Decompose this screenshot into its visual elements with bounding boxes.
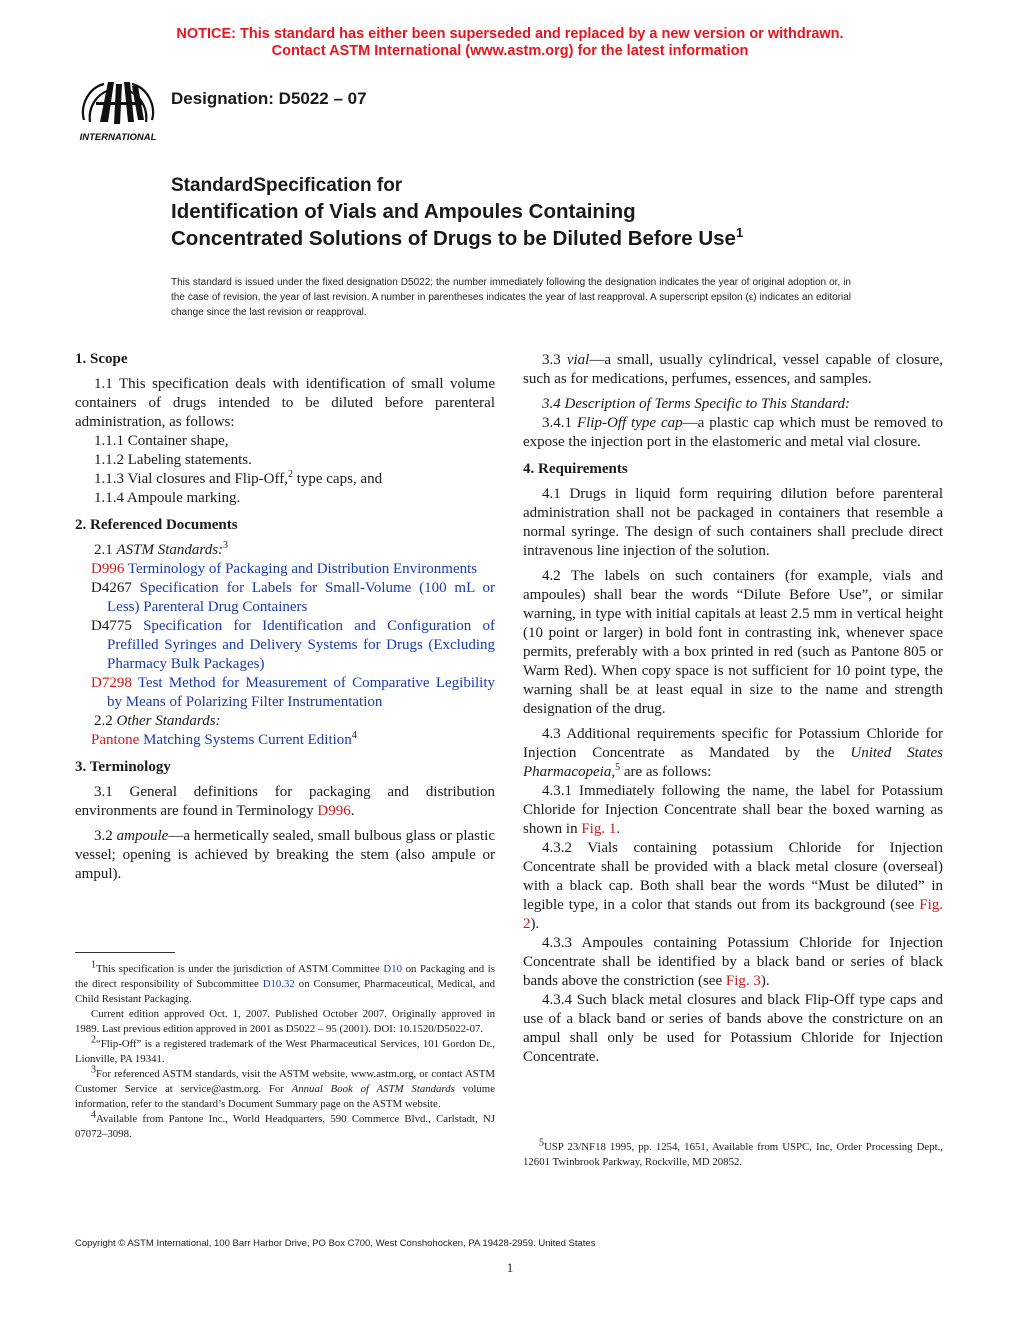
page-number: 1 (506, 1260, 514, 1275)
para-3-4: 3.4 Description of Terms Specific to This Standard: (542, 396, 851, 412)
ref-pantone-link[interactable]: Matching Systems Current Edition (139, 732, 352, 748)
issuance-note: This standard is issued under the fixed designation D5022; the number immediately following the designation indicates the year of original adoption or, in the case of revision, the year of last revision. A number in parentheses indicates the year of last reapproval. A superscript epsilon (ε) indicates an editorial change since the last revision or reapproval. (171, 277, 851, 318)
para-4-3-1: 4.3.1 Immediately following the name, the label for Potassium Chloride for Injection Concentrate shall bear the boxed warning as shown in Fig. 1. (523, 783, 943, 837)
item-1-1-1: 1.1.1 Container shape, (94, 433, 229, 449)
section-heading-refdocs: 2. Referenced Documents (75, 517, 238, 533)
designation: Designation: D5022 – 07 (171, 89, 367, 108)
para-3-1: 3.1 General definitions for packaging and distribution environments are found in Terminology D996. (75, 784, 495, 819)
footnote-2: $^2$“Flip-Off” is a registered trademark of the West Pharmaceutical Services, 101 Gordon Dr., Lionville, PA 19341. (75, 1034, 495, 1065)
subsection-astm-standards: 2.1 ASTM Standards:$^3$ (94, 540, 229, 558)
para-4-2: 4.2 The labels on such containers (for example, vials and ampoules) shall bear the words “Dilute Before Use”, or similar warning, in type with initial capitals at least 2.5 mm in vertical height (10 point or larger) in bold font in contrasting ink, whenever space permits, preferably with a box printed in red (such as Pantone 805 or Warm Red). When copy space is not sufficient for 10 point type, the warning shall be at least equal in size to the name and strength designation of the drug. (523, 568, 943, 717)
fig-2-link[interactable]: Fig. 2 (523, 897, 943, 932)
ref-d996-link[interactable]: Terminology of Packaging and Distribution Environments (124, 561, 478, 577)
copyright-line: Copyright © ASTM International, 100 Barr Harbor Drive, PO Box C700, West Conshohocken, PA 19428-2959. United States (75, 1238, 596, 1249)
title-line-2: Identification of Vials and Ampoules Containing (171, 200, 636, 223)
title-footnote-mark: 1 (735, 225, 744, 241)
notice-banner (0, 26, 1020, 60)
para-4-3: 4.3 Additional requirements specific for Potassium Chloride for Injection Concentrate as Mandated by the United States Pharmacopeia,$^5$ are as follows: (523, 726, 944, 780)
document-title (171, 173, 743, 252)
para-4-1: 4.1 Drugs in liquid form requiring dilution before parenteral administration shall not be packaged in containers that resemble a normal syringe. The design of such containers shall preclude direct intravenous line injection of the solution. (523, 486, 943, 559)
ref-d4775-link[interactable]: Specification for Identification and Configuration of Prefilled Syringes and Delivery Systems for Drugs (Excluding Pharmacy Bulk Packages) (107, 618, 495, 672)
para-4-3-4: 4.3.4 Such black metal closures and black Flip-Off type caps and use of a black band or series of bands above the constricture on an ampul shall only be used for Potassium Chloride for Injection Concentrate. (523, 992, 943, 1065)
para-3-3: 3.3 vial—a small, usually cylindrical, vessel capable of closure, such as for medications, perfumes, essences, and samples. (523, 352, 944, 387)
notice-line-2: Contact ASTM International (www.astm.org) for the latest information (271, 43, 749, 59)
footnotes-left (75, 952, 495, 1142)
footnotes-right (523, 1137, 943, 1170)
footnote-divider (75, 952, 175, 953)
logo-text: INTERNATIONAL (79, 132, 157, 143)
ref-d7298-code[interactable]: D7298 (91, 675, 132, 691)
item-1-1-3: 1.1.3 Vial closures and Flip-Off,$^2$ type caps, and (94, 469, 383, 487)
footnote-ref-5: 5 (615, 762, 621, 773)
title-line-3: Concentrated Solutions of Drugs to be Diluted Before Use (171, 227, 736, 250)
para-4-3-3: 4.3.3 Ampoules containing Potassium Chloride for Injection Concentrate shall be identified by a black band or series of black bands above the constriction (see Fig. 3). (523, 935, 943, 989)
footnote-1-edition: Current edition approved Oct. 1, 2007. Published October 2007. Originally approved in 1989. Last previous edition approved in 2001 as D5022 – 95 (2001). DOI: 10.1520/D5022-07. (75, 1008, 495, 1035)
item-1-1-2: 1.1.2 Labeling statements. (94, 452, 252, 468)
ref-pantone (75, 731, 495, 750)
committee-d10-link[interactable]: D10 (383, 963, 402, 975)
ref-d4267: D4267 Specification for Labels for Small-Volume (100 mL or Less) Parenteral Drug Containers (91, 580, 495, 615)
para-3-2: 3.2 ampoule—a hermetically sealed, small bulbous glass or plastic vessel; opening is achieved by breaking the stem (also ampule or ampul). (75, 828, 495, 882)
footnote-3: $^3$For referenced ASTM standards, visit the ASTM website, www.astm.org, or contact ASTM Customer Service at service@astm.org. For Annual Book of ASTM Standards volume information, refer to the standard’s Document Summary page on the ASTM website. (75, 1064, 495, 1110)
footnote-ref-4: 4 (351, 730, 357, 741)
ref-d996 (75, 560, 495, 579)
subsection-other-standards: 2.2 Other Standards: (94, 713, 221, 729)
ref-d7298 (75, 674, 495, 712)
section-heading-requirements: 4. Requirements (523, 461, 628, 477)
fig-1-link[interactable]: Fig. 1 (581, 821, 617, 837)
footnote-1: $^1$This specification is under the jurisdiction of ASTM Committee D10 on Packaging and is the direct responsibility of Subcommittee D10.32 on Consumer, Pharmaceutical, Medical, and Child Resistant Packaging. (75, 959, 496, 1005)
section-heading-terminology: 3. Terminology (75, 759, 171, 775)
left-column (75, 350, 495, 884)
footnote-ref-3: 3 (223, 540, 229, 551)
footnote-ref-2: 2 (287, 469, 293, 480)
term-d996-link[interactable]: D996 (317, 803, 351, 819)
subcommittee-d10-32-link[interactable]: D10.32 (262, 978, 295, 990)
title-line-1: StandardSpecification for (171, 175, 403, 196)
notice-line-1: NOTICE: This standard has either been superseded and replaced by a new version or withdrawn. (176, 26, 844, 42)
ref-d996-code[interactable]: D996 (91, 561, 125, 577)
item-1-1-4: 1.1.4 Ampoule marking. (94, 490, 241, 506)
right-column (523, 351, 943, 1067)
para-4-3-2: 4.3.2 Vials containing potassium Chloride for Injection Concentrate shall be provided with a black metal closure (overseal) with a black cap. Both shall bear the words “Must be diluted” in legible type, in a color that stands out from its background (see Fig. 2). (523, 840, 943, 932)
astm-logo (74, 76, 162, 144)
para-3-4-1: 3.4.1 Flip-Off type cap—a plastic cap which must be removed to expose the injection port in the elastomeric and metal vial closure. (523, 415, 943, 450)
ref-d4267-link[interactable]: Specification for Labels for Small-Volume (100 mL or Less) Parenteral Drug Containers (107, 580, 495, 615)
footnote-4: $^4$Available from Pantone Inc., World Headquarters, 590 Commerce Blvd., Carlstadt, NJ 07072–3098. (75, 1109, 495, 1140)
section-heading-scope: 1. Scope (75, 351, 128, 367)
ref-d4775: D4775 Specification for Identification and Configuration of Prefilled Syringes and Delivery Systems for Drugs (Excluding Pharmacy Bulk Packages) (91, 618, 495, 672)
footnote-5: $^5$USP 23/NF18 1995, pp. 1254, 1651, Available from USPC, Inc, Order Processing Dept., 12601 Twinbrook Parkway, Rockville, MD 20852. (523, 1137, 943, 1168)
ref-d7298-link[interactable]: Test Method for Measurement of Comparative Legibility by Means of Polarizing Filter Instrumentation (107, 675, 495, 710)
fig-3-link[interactable]: Fig. 3 (725, 973, 761, 989)
para-1-1: 1.1 This specification deals with identification of small volume containers of drugs intended to be diluted before parenteral administration, as follows: (75, 376, 495, 430)
ref-pantone-code[interactable]: Pantone (91, 732, 140, 748)
